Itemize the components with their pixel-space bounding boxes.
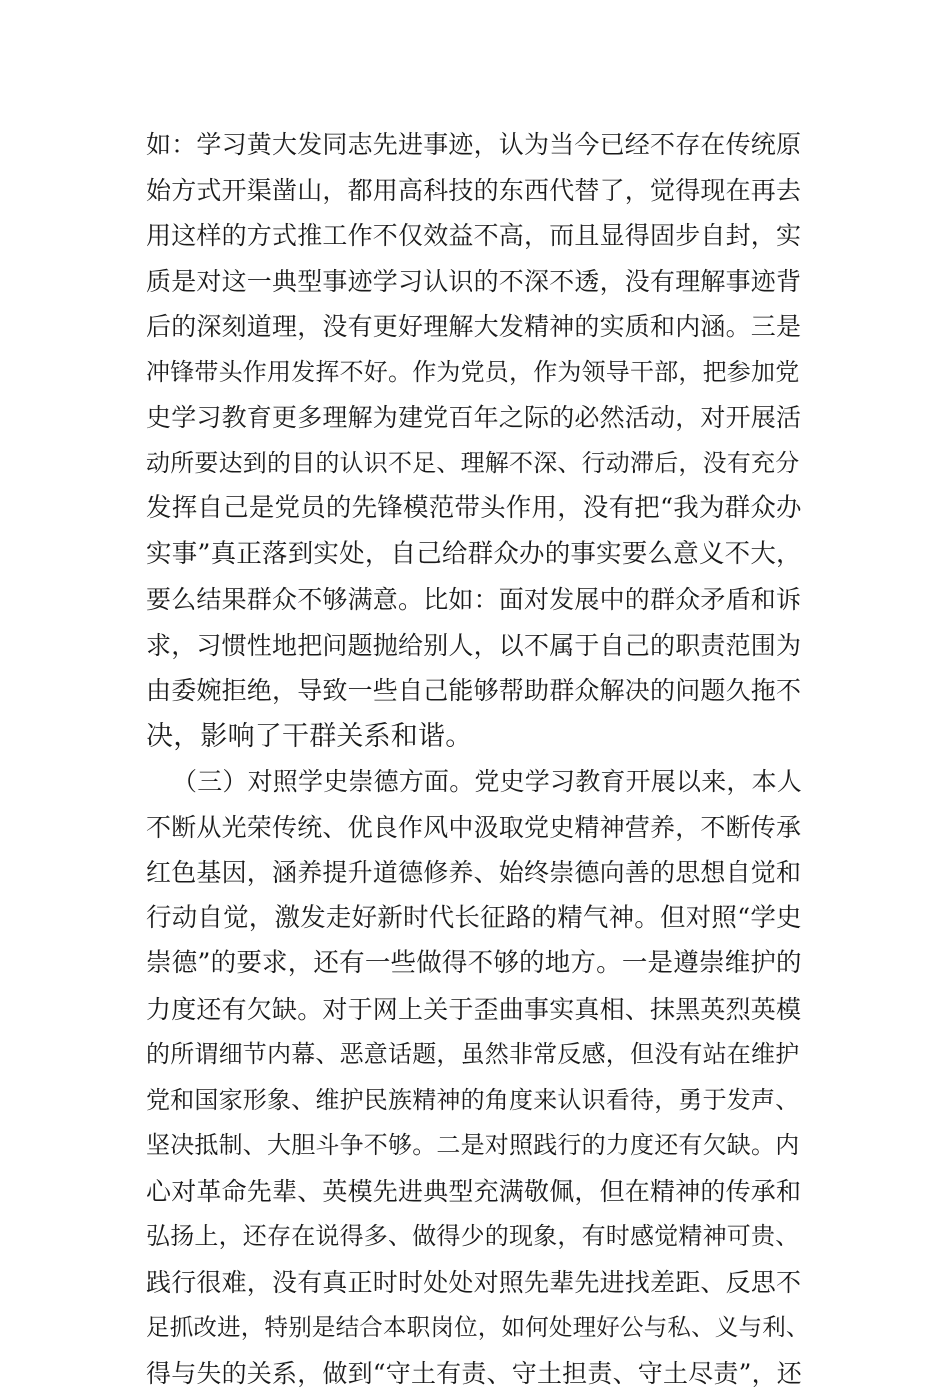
text-line: 弘扬上，还存在说得多、做得少的现象，有时感觉精神可贵、 [146,1214,810,1260]
text-line: 冲锋带头作用发挥不好。作为党员，作为领导干部，把参加党 [146,350,810,396]
text-line: 的所谓细节内幕、恶意话题，虽然非常反感，但没有站在维护 [146,1032,810,1078]
text-line: 发挥自己是党员的先锋模范带头作用，没有把“我为群众办 [146,486,810,532]
text-line: 如：学习黄大发同志先进事迹，认为当今已经不存在传统原 [146,122,810,168]
text-line: 要么结果群众不够满意。比如：面对发展中的群众矛盾和诉 [146,577,810,623]
text-line: 始方式开渠凿山，都用高科技的东西代替了，觉得现在再去 [146,168,810,214]
text-line: 后的深刻道理，没有更好理解大发精神的实质和内涵。三是 [146,304,810,350]
text-line: 党和国家形象、维护民族精神的角度来认识看待，勇于发声、 [146,1078,810,1124]
text-line: 行动自觉，激发走好新时代长征路的精气神。但对照“学史 [146,896,810,942]
body-text [146,122,810,1396]
text-line: 崇德”的要求，还有一些做得不够的地方。一是遵崇维护的 [146,941,810,987]
text-line: 用这样的方式推工作不仅效益不高，而且显得固步自封，实 [146,213,810,259]
text-line: 由委婉拒绝，导致一些自己能够帮助群众解决的问题久拖不 [146,668,810,714]
text-line: 决，影响了干群关系和谐。 [146,714,810,760]
text-line: 践行很难，没有真正时时处处对照先辈先进找差距、反思不 [146,1260,810,1306]
text-line: 不断从光荣传统、优良作风中汲取党史精神营养，不断传承 [146,805,810,851]
text-line: 足抓改进，特别是结合本职岗位，如何处理好公与私、义与利、 [146,1305,810,1351]
text-line: 求，习惯性地把问题抛给别人，以不属于自己的职责范围为 [146,623,810,669]
text-line: 坚决抵制、大胆斗争不够。二是对照践行的力度还有欠缺。内 [146,1123,810,1169]
text-line: 红色基因，涵养提升道德修养、始终崇德向善的思想自觉和 [146,850,810,896]
text-line: 史学习教育更多理解为建党百年之际的必然活动，对开展活 [146,395,810,441]
text-line: 动所要达到的目的认识不足、理解不深、行动滞后，没有充分 [146,441,810,487]
text-line: 实事”真正落到实处，自己给群众办的事实要么意义不大， [146,532,810,578]
text-line: 力度还有欠缺。对于网上关于歪曲事实真相、抹黑英烈英模 [146,987,810,1033]
text-line: 质是对这一典型事迹学习认识的不深不透，没有理解事迹背 [146,259,810,305]
text-line: 心对革命先辈、英模先进典型充满敬佩，但在精神的传承和 [146,1169,810,1215]
text-line: 得与失的关系，做到“守土有责、守土担责、守土尽责”，还 [146,1351,810,1396]
section-heading-line: （三）对照学史崇德方面。党史学习教育开展以来，本人 [146,759,810,805]
